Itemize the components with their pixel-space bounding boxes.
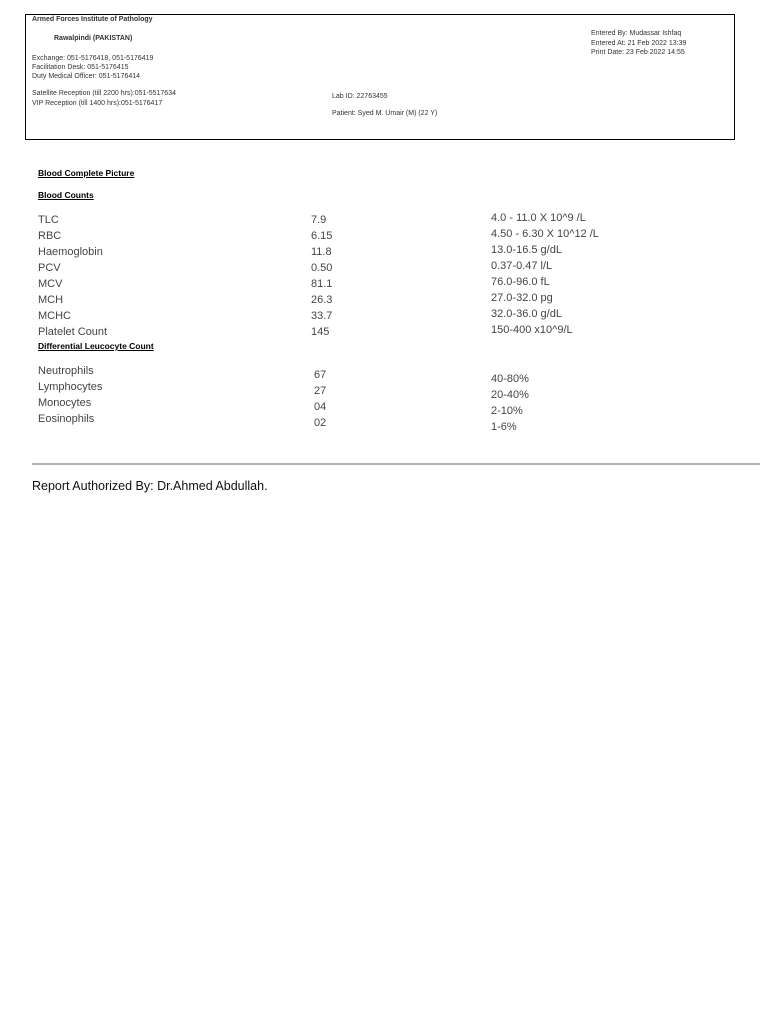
- test-name: Neutrophils: [38, 365, 94, 377]
- reference-range: 1-6%: [491, 421, 517, 433]
- institute-name: Armed Forces Institute of Pathology: [32, 16, 153, 23]
- lab-id: Lab ID: 22763455: [332, 93, 388, 100]
- entered-at: Entered At: 21 Feb 2022 13:39: [591, 40, 687, 47]
- test-name: Eosinophils: [38, 413, 95, 425]
- reference-range: 2-10%: [491, 405, 523, 417]
- patient-info: Patient: Syed M. Umair (M) (22 Y): [332, 110, 438, 117]
- test-name: RBC: [38, 230, 62, 242]
- duty-officer-phone: Duty Medical Officer: 051-5176414: [32, 73, 141, 80]
- test-name: MCV: [38, 278, 63, 290]
- differential-title: Differential Leucocyte Count: [38, 341, 154, 351]
- test-value: 7.9: [311, 214, 327, 226]
- reference-range: 0.37-0.47 l/L: [491, 260, 553, 272]
- reference-range: 27.0-32.0 pg: [491, 292, 553, 304]
- test-value: 02: [314, 417, 327, 429]
- test-name: Lymphocytes: [38, 381, 103, 393]
- test-value: 81.1: [311, 278, 333, 290]
- institute-city: Rawalpindi (PAKISTAN): [54, 35, 133, 42]
- blood-counts-title: Blood Counts: [38, 190, 94, 200]
- facilitation-phone: Facilitation Desk: 051-5176415: [32, 64, 129, 71]
- reference-range: 76.0-96.0 fL: [491, 276, 550, 288]
- report-authorized-by: Report Authorized By: Dr.Ahmed Abdullah.: [32, 479, 268, 493]
- test-value: 26.3: [311, 294, 333, 306]
- test-value: 27: [314, 385, 327, 397]
- reference-range: 150-400 x10^9/L: [491, 324, 573, 336]
- exchange-phone: Exchange: 051-5176418, 051-5176419: [32, 55, 154, 62]
- test-value: 11.8: [311, 246, 332, 258]
- vip-reception: VIP Reception (till 1400 hrs):051-5176417: [32, 100, 163, 107]
- print-date: Print Date: 23 Feb 2022 14:55: [591, 49, 685, 56]
- report-title: Blood Complete Picture: [38, 168, 135, 178]
- test-value: 33.7: [311, 310, 333, 322]
- footer-divider: [32, 463, 760, 465]
- satellite-reception: Satellite Reception (till 2200 hrs):051-5517634: [32, 90, 176, 97]
- reference-range: 40-80%: [491, 373, 529, 385]
- test-name: Haemoglobin: [38, 246, 103, 258]
- test-value: 67: [314, 369, 327, 381]
- test-value: 145: [311, 326, 330, 338]
- test-name: MCH: [38, 294, 64, 306]
- test-name: Monocytes: [38, 397, 92, 409]
- test-value: 0.50: [311, 262, 333, 274]
- test-name: PCV: [38, 262, 61, 274]
- test-name: TLC: [38, 214, 59, 226]
- reference-range: 4.50 - 6.30 X 10^12 /L: [491, 228, 599, 240]
- test-value: 04: [314, 401, 327, 413]
- entered-by: Entered By: Mudassar Ishfaq: [591, 30, 682, 37]
- test-name: Platelet Count: [38, 326, 108, 338]
- reference-range: 32.0-36.0 g/dL: [491, 308, 562, 320]
- reference-range: 4.0 - 11.0 X 10^9 /L: [491, 212, 586, 224]
- test-value: 6.15: [311, 230, 333, 242]
- reference-range: 13.0-16.5 g/dL: [491, 244, 562, 256]
- reference-range: 20-40%: [491, 389, 529, 401]
- test-name: MCHC: [38, 310, 71, 322]
